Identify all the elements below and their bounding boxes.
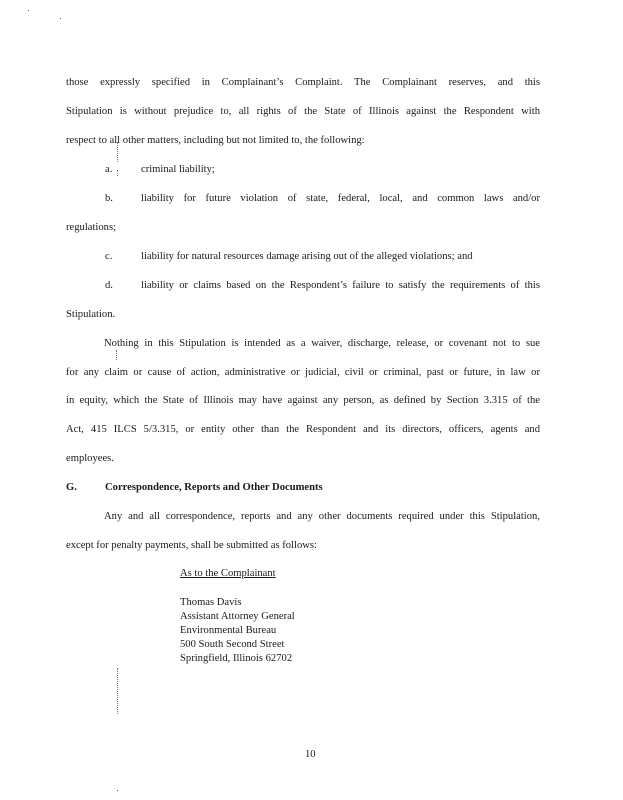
paragraph-line: except for penalty payments, shall be submitted as follows: [66, 540, 317, 551]
paragraph-line: Nothing in this Stipulation is intended as a waiver, discharge, release, or covenant not to sue [104, 338, 540, 349]
address-line: Environmental Bureau [180, 625, 277, 636]
address-line: 500 South Second Street [180, 639, 285, 650]
paragraph-line: Stipulation is without prejudice to, all rights of the State of Illinois against the Respondent with [66, 106, 540, 117]
list-marker: c. [105, 251, 113, 262]
paragraph-line: Act, 415 ILCS 5/3.315, or entity other than the Respondent and its directors, officers, agents and [66, 424, 540, 435]
list-marker: d. [105, 280, 113, 291]
paragraph-line: those expressly specified in Complainant’s Complaint. The Complainant reserves, and this [66, 77, 540, 88]
scan-speck [60, 18, 61, 19]
list-marker: b. [105, 193, 113, 204]
list-item-text: Stipulation. [66, 309, 116, 320]
address-line: Thomas Davis [180, 597, 242, 608]
scan-dots [117, 668, 119, 714]
scan-dots [116, 350, 118, 360]
list-item-text: liability or claims based on the Respondent’s failure to satisfy the requirements of this [141, 280, 540, 291]
scan-speck [28, 10, 29, 11]
scan-dots [117, 142, 119, 162]
address-line: Springfield, Illinois 62702 [180, 653, 293, 664]
list-marker: a. [105, 164, 113, 175]
address-line: Assistant Attorney General [180, 611, 295, 622]
recipient-heading: As to the Complainant [180, 568, 276, 579]
section-letter: G. [66, 482, 77, 493]
paragraph-line: employees. [66, 453, 114, 464]
scan-speck [117, 790, 118, 791]
list-item-text: regulations; [66, 222, 117, 233]
list-item-text: liability for natural resources damage arising out of the alleged violations; and [141, 251, 473, 262]
page-number: 10 [305, 749, 316, 760]
scan-dots [117, 170, 119, 176]
paragraph-line: for any claim or cause of action, administrative or judicial, civil or criminal, past or future, in law or [66, 367, 540, 378]
list-item-text: liability for future violation of state, federal, local, and common laws and/or [141, 193, 540, 204]
paragraph-line: Any and all correspondence, reports and any other documents required under this Stipulation, [104, 511, 540, 522]
paragraph-line: in equity, which the State of Illinois may have against any person, as defined by Section 3.315 of the [66, 395, 540, 406]
paragraph-line: respect to all other matters, including but not limited to, the following: [66, 135, 365, 146]
list-item-text: criminal liability; [141, 164, 215, 175]
section-title: Correspondence, Reports and Other Documents [105, 482, 323, 493]
